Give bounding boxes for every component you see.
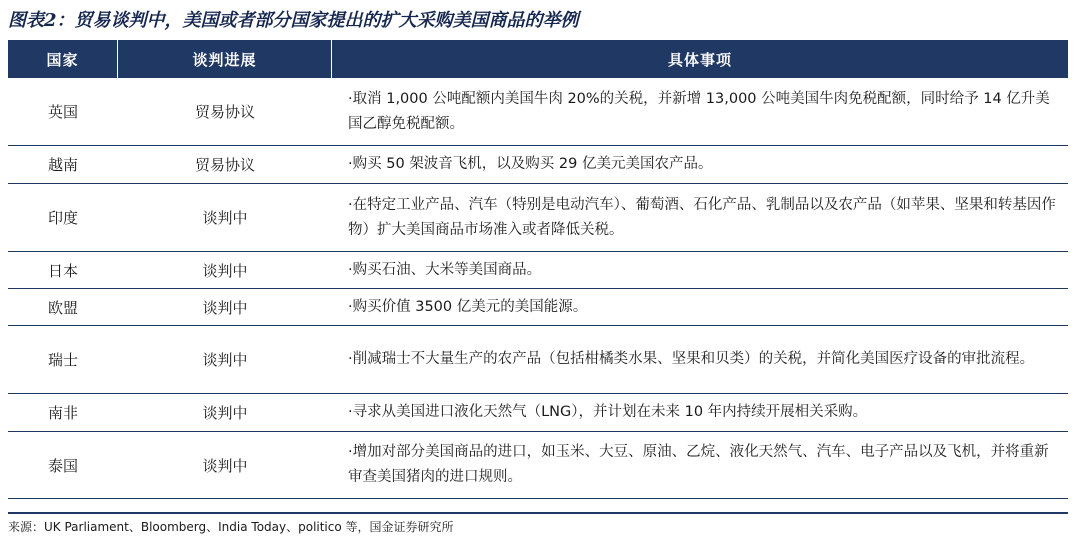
status-cell: 贸易协议: [194, 156, 255, 174]
status-cell: 谈判中: [202, 261, 248, 280]
country-cell: 越南: [47, 156, 78, 174]
detail-text: ·购买价值 3500 亿美元的美国能源。: [348, 298, 588, 315]
table-row: [8, 184, 1068, 252]
status-cell: 谈判中: [202, 404, 248, 422]
country-cell: 日本: [47, 261, 78, 280]
detail-cell: [332, 394, 1068, 431]
table-row: [8, 78, 1068, 146]
status-cell: 谈判中: [202, 298, 248, 317]
detail-text: ·购买 50 架波音飞机，以及购买 29 亿美元美国农产品。: [348, 156, 713, 172]
country-cell: 瑞士: [47, 351, 78, 369]
header-status: 谈判进展: [118, 40, 332, 78]
table-row: [8, 326, 1068, 394]
status-cell: 谈判中: [202, 209, 248, 227]
country-cell: 欧盟: [47, 298, 78, 317]
status-cell: 谈判中: [202, 456, 248, 475]
detail-cell: [332, 289, 1068, 325]
detail-text: ·取消 1,000 公吨配额内美国牛肉 20%的关税，并新增 13,000 公吨美国牛肉免税配额，同时给予 14 亿升美国乙醇免税配额。: [348, 90, 1050, 132]
country-cell: 印度: [47, 209, 78, 227]
source-note: 来源：UK Parliament、Bloomberg、India Today、politico 等，国金证券研究所: [8, 512, 1068, 535]
header-detail: 具体事项: [667, 50, 732, 69]
header-country: 国家: [8, 40, 118, 78]
detail-cell: [332, 252, 1068, 288]
country-cell: 英国: [47, 103, 78, 121]
table-row: [8, 146, 1068, 184]
detail-cell: [332, 146, 1068, 183]
status-cell: 贸易协议: [194, 103, 255, 121]
detail-cell: [332, 326, 1068, 393]
detail-text: ·寻求从美国进口液化天然气（LNG），并计划在未来 10 年内持续开展相关采购。: [348, 404, 868, 420]
detail-cell: [332, 184, 1068, 251]
status-cell: 谈判中: [202, 351, 248, 369]
table-row: [8, 432, 1068, 499]
country-cell: 南非: [47, 404, 78, 422]
detail-text: ·购买石油、大米等美国商品。: [348, 261, 542, 278]
table-body: [8, 78, 1068, 499]
country-cell: 泰国: [47, 456, 78, 475]
detail-text: ·削减瑞士不大量生产的农产品（包括柑橘类水果、坚果和贝类）的关税，并简化美国医疗设备的审批流程。: [348, 351, 1035, 367]
detail-text: ·在特定工业产品、汽车（特别是电动汽车）、葡萄酒、石化产品、乳制品以及农产品（如苹果、坚果和转基因作物）扩大美国商品市场准入或者降低关税。: [348, 196, 1056, 238]
detail-cell: [332, 78, 1068, 145]
detail-text: ·增加对部分美国商品的进口，如玉米、大豆、原油、乙烷、液化天然气、汽车、电子产品以及飞机，并将重新审查美国猪肉的进口规则。: [348, 444, 1049, 485]
figure-title: 图表2：贸易谈判中，美国或者部分国家提出的扩大采购美国商品的举例: [8, 10, 579, 31]
table-row: [8, 252, 1068, 289]
table-row: [8, 394, 1068, 432]
table-header: [8, 40, 1068, 78]
detail-cell: [332, 432, 1068, 498]
table-row: [8, 289, 1068, 326]
